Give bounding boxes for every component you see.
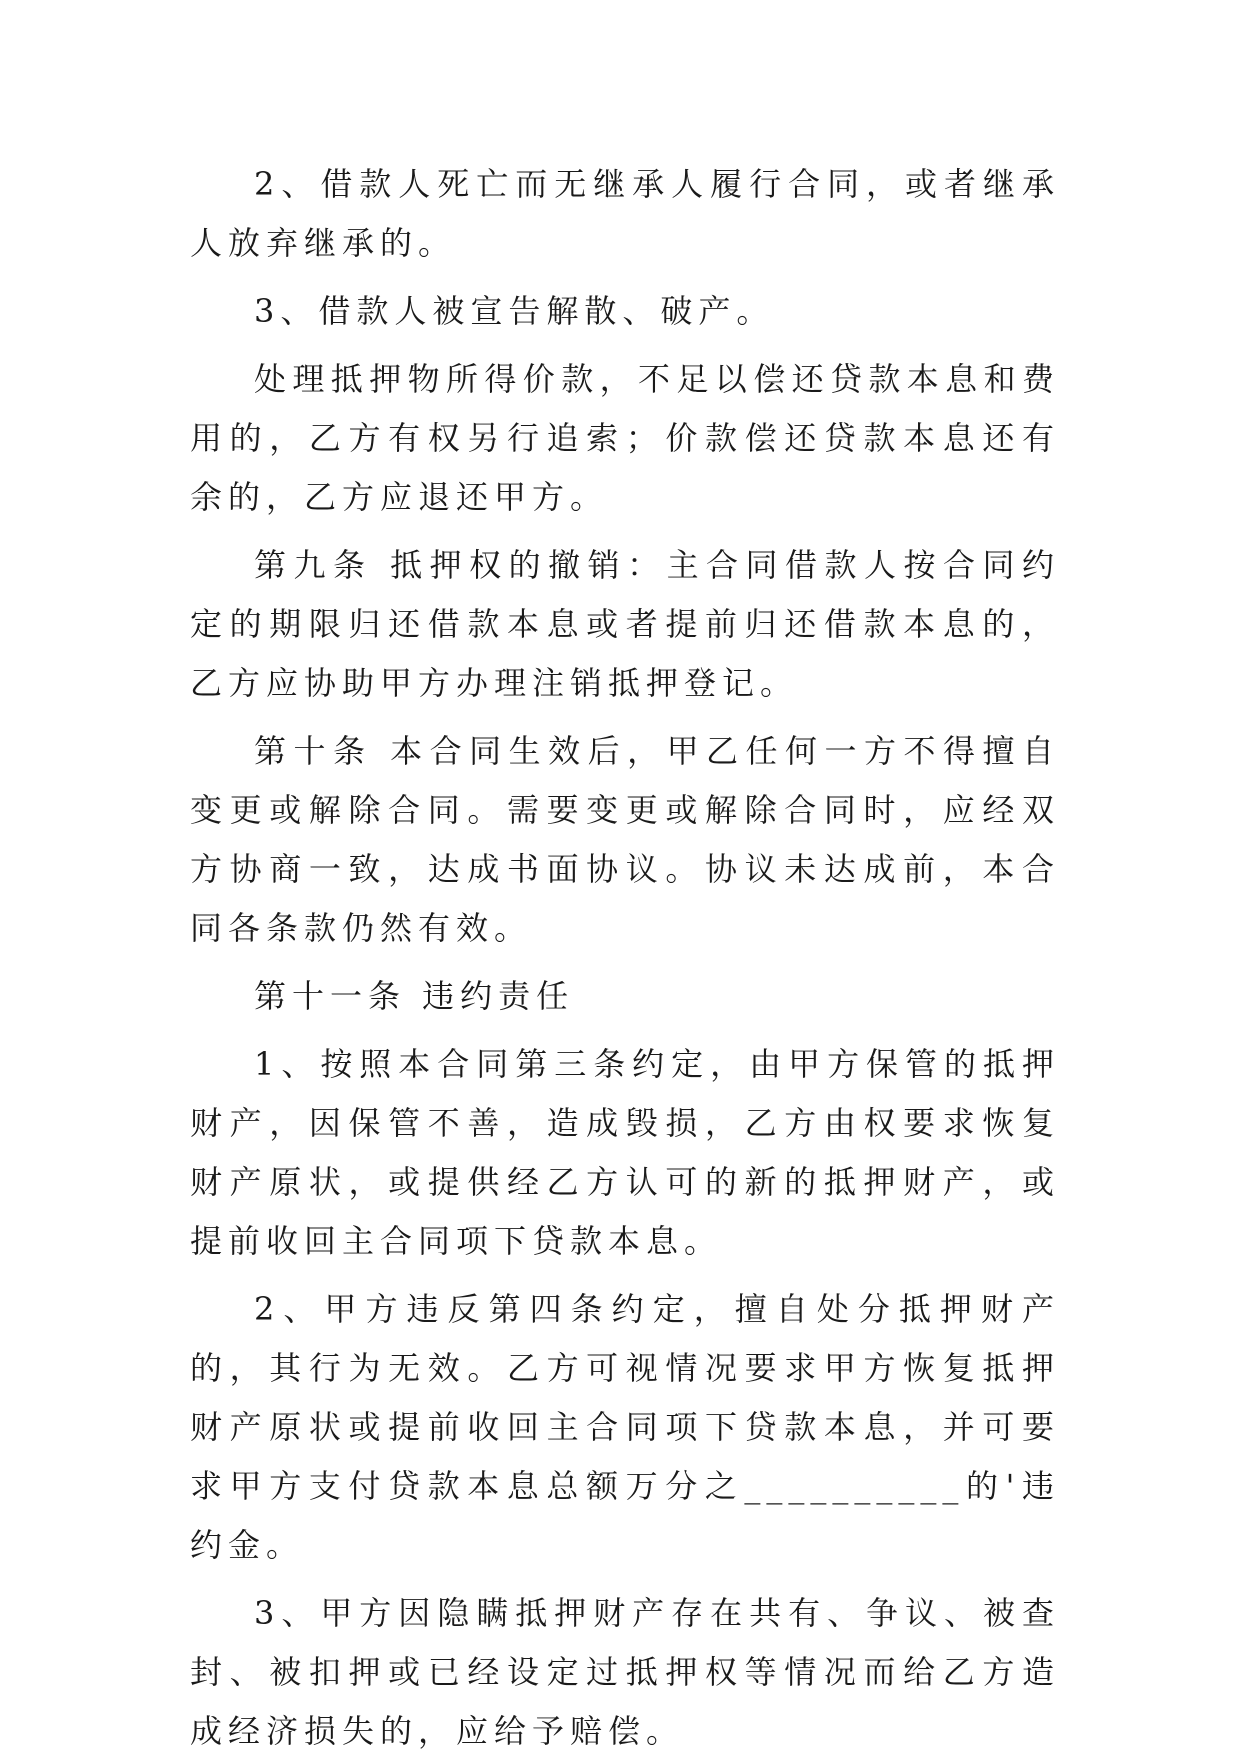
paragraph-article-11-heading: 第十一条 违约责任 <box>254 977 575 1015</box>
paragraph-article-10: 第十条 本合同生效后，甲乙任何一方不得擅自变更或解除合同。需要变更或解除合同时，应经双方协商一致，达成书面协议。协议未达成前，本合同各条款仍然有效。 <box>190 732 1060 947</box>
paragraph-article-9: 第九条 抵押权的撤销：主合同借款人按合同约定的期限归还借款本息或者提前归还借款本息的，乙方应协助甲方办理注销抵押登记。 <box>190 546 1060 702</box>
paragraph-breach-item-3: 3、甲方因隐瞒抵押财产存在共有、争议、被查封、被扣押或已经设定过抵押权等情况而给乙方造成经济损失的，应给予赔偿。 <box>190 1594 1060 1750</box>
paragraph-borrower-death: 2、借款人死亡而无继承人履行合同，或者继承人放弃继承的。 <box>190 165 1060 262</box>
paragraph-collateral-proceeds: 处理抵押物所得价款，不足以偿还贷款本息和费用的，乙方有权另行追索；价款偿还贷款本息还有余的，乙方应退还甲方。 <box>190 360 1060 516</box>
paragraph-borrower-bankruptcy: 3、借款人被宣告解散、破产。 <box>254 292 775 330</box>
document-body <box>190 155 1060 1761</box>
paragraph-breach-item-1: 1、按照本合同第三条约定，由甲方保管的抵押财产，因保管不善，造成毁损，乙方由权要求恢复财产原状，或提供经乙方认可的新的抵押财产，或提前收回主合同项下贷款本息。 <box>190 1045 1060 1260</box>
paragraph-breach-item-2: 2、甲方违反第四条约定，擅自处分抵押财产的，其行为无效。乙方可视情况要求甲方恢复抵押财产原状或提前收回主合同项下贷款本息，并可要求甲方支付贷款本息总额万分之__________的'违约金。 <box>190 1290 1060 1564</box>
